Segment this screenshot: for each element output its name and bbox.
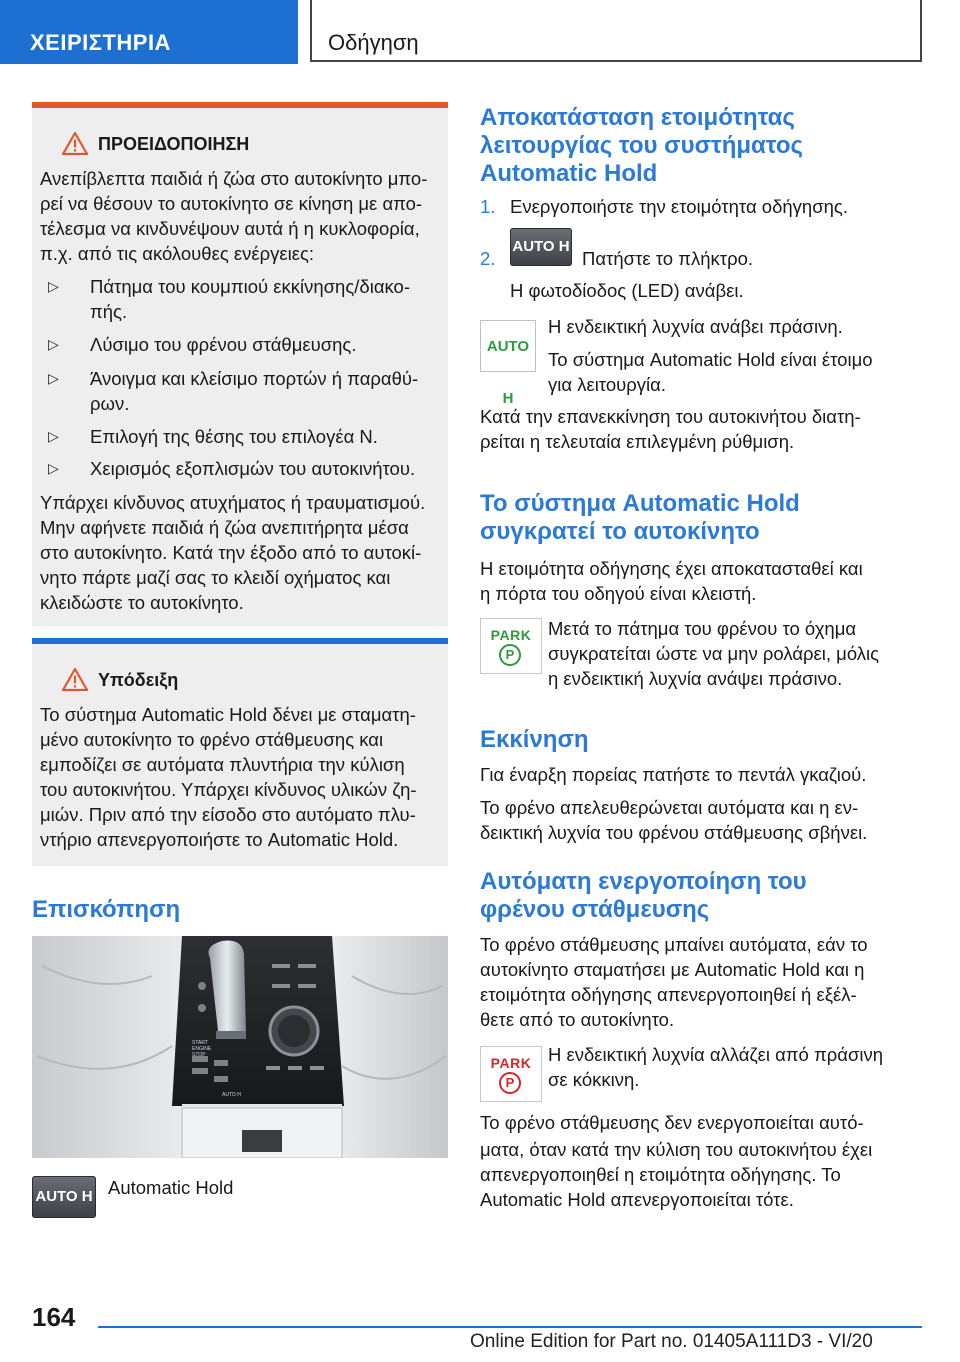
park-red-indicator-icon: [480, 1046, 542, 1102]
bullet-text: πής.: [90, 301, 128, 322]
bullet-marker: ▷: [48, 460, 59, 476]
step-text: Ενεργοποιήστε την ετοιμότητα οδήγησης.: [510, 196, 848, 217]
bullet-text: Χειρισμός εξοπλισμών του αυτοκινήτου.: [90, 458, 416, 479]
photo-start-label: START: [192, 1040, 208, 1046]
bullet-text: Άνοιγμα και κλείσιμο πορτών ή παραθύ-: [90, 368, 419, 389]
indicator-line: Το σύστημα Automatic Hold είναι έτοιμο: [548, 349, 873, 370]
bullet-marker: ▷: [48, 278, 59, 294]
restore-heading-line: λειτουργίας του συστήματος: [480, 132, 803, 159]
step-sub-text: Η φωτοδίοδος (LED) ανάβει.: [510, 280, 744, 301]
holds-icon-line: Μετά το πάτημα του φρένου το όχημα: [548, 618, 857, 639]
start-line: Για έναρξη πορείας πατήστε το πεντάλ γκαζιού.: [480, 764, 867, 785]
auto-park-line: Το φρένο στάθμευσης μπαίνει αυτόματα, εάν το: [480, 934, 868, 955]
auto-park-heading-line: Αυτόματη ενεργοποίηση του: [480, 868, 807, 895]
bullet-text: ρων.: [90, 393, 130, 414]
indicator-line: Η ενδεικτική λυχνία ανάβει πράσινη.: [548, 316, 843, 337]
park-letter: P: [499, 644, 521, 666]
header-chapter-box: [310, 0, 922, 62]
note-line: του αυτοκινήτου. Υπάρχει κίνδυνος υλικών ζη-: [40, 779, 417, 800]
warning-after-line: στο αυτοκίνητο. Κατά την έξοδο από το αυτοκί-: [40, 542, 422, 563]
warning-line: π.χ. από τις ακόλουθες ενέργειες:: [40, 243, 315, 264]
auto-park-after-line: Το φρένο στάθμευσης δεν ενεργοποιείται αυτό-: [480, 1112, 864, 1133]
bullet-text: Λύσιμο του φρένου στάθμευσης.: [90, 334, 357, 355]
warning-after-line: κλειδώστε το αυτοκίνητο.: [40, 592, 244, 613]
note-line: μένο αυτοκίνητο το φρένο στάθμευσης και: [40, 729, 384, 750]
footer-edition: Online Edition for Part no. 01405A111D3 - VI/20: [470, 1331, 873, 1352]
holds-line: η πόρτα του οδηγού είναι κλειστή.: [480, 583, 757, 604]
header-section-tab: [0, 0, 298, 64]
start-line: δεικτική λυχνία του φρένου στάθμευσης σβήνει.: [480, 822, 868, 843]
note-line: Το σύστημα Automatic Hold δένει με σταματη-: [40, 704, 416, 725]
overview-heading: Επισκόπηση: [32, 896, 181, 923]
warning-line: ρεί να θέσουν το αυτοκίνητο σε κίνηση με απο-: [40, 193, 423, 214]
restore-after-line: ρείται η τελευταία επιλεγμένη ρύθμιση.: [480, 431, 795, 452]
note-line: εμποδίζει σε αυτόματα πλυντήρια την κύλιση: [40, 754, 405, 775]
auto-h-button-icon: AUTO H: [32, 1176, 96, 1218]
bullet-text: Πάτημα του κουμπιού εκκίνησης/διακο-: [90, 276, 410, 297]
footer-divider: [98, 1326, 922, 1328]
auto-park-after-line: απενεργοποιηθεί η ετοιμότητα οδήγησης. Το: [480, 1164, 841, 1185]
caution-triangle-icon: [62, 668, 88, 691]
holds-heading-line: συγκρατεί το αυτοκίνητο: [480, 518, 760, 545]
auto-park-icon-line: Η ενδεικτική λυχνία αλλάζει από πράσινη: [548, 1044, 884, 1065]
holds-line: Η ετοιμότητα οδήγησης έχει αποκατασταθεί και: [480, 558, 863, 579]
auto-park-after-line: Automatic Hold απενεργοποιείται τότε.: [480, 1189, 794, 1210]
step-number: 2.: [480, 248, 496, 269]
header-section-label: ΧΕΙΡΙΣΤΗΡΙΑ: [30, 30, 171, 55]
warning-after-line: Υπάρχει κίνδυνος ατυχήματος ή τραυματισμού.: [40, 492, 426, 513]
photo-engine-label: ENGINE: [192, 1046, 212, 1052]
park-green-indicator-icon: [480, 618, 542, 674]
bullet-marker: ▷: [48, 428, 59, 444]
page-number: 164: [32, 1302, 76, 1332]
auto-park-icon-line: σε κόκκινη.: [548, 1069, 640, 1090]
overview-caption: Automatic Hold: [108, 1177, 234, 1198]
warning-after-line: Μην αφήνετε παιδιά ή ζώα ανεπιτήρητα μέσα: [40, 517, 409, 538]
park-word: PARK: [490, 1055, 532, 1071]
auto-park-line: ετοιμότητα οδήγησης απενεργοποιηθεί ή εξέλ-: [480, 984, 857, 1005]
park-word: PARK: [490, 627, 532, 643]
start-heading: Εκκίνηση: [480, 726, 589, 753]
warning-triangle-icon: [62, 132, 88, 155]
auto-park-after-line: ματα, όταν κατά την κύλιση του αυτοκινήτου έχει: [480, 1139, 873, 1160]
photo-stop-label: STOP: [192, 1052, 206, 1058]
auto-h-indicator-icon: AUTO H: [480, 320, 536, 372]
note-title: Υπόδειξη: [98, 670, 179, 690]
start-line: Το φρένο απελευθερώνεται αυτόματα και η εν-: [480, 797, 859, 818]
note-box: [32, 638, 448, 866]
auto-park-heading-line: φρένου στάθμευσης: [480, 896, 710, 923]
auto-park-line: αυτοκίνητο σταματήσει με Automatic Hold και η: [480, 959, 865, 980]
park-letter: P: [499, 1072, 521, 1094]
note-line: μιών. Πριν από την είσοδο στο αυτόματο πλυ-: [40, 804, 416, 825]
holds-heading-line: Το σύστημα Automatic Hold: [480, 490, 800, 517]
warning-box: [32, 102, 448, 626]
warning-after-line: νητο πάρτε μαζί σας το κλειδί οχήματος και: [40, 567, 391, 588]
bullet-marker: ▷: [48, 336, 59, 352]
bullet-marker: ▷: [48, 370, 59, 386]
bullet-text: Επιλογή της θέσης του επιλογέα N.: [90, 426, 378, 447]
restore-heading-line: Αποκατάσταση ετοιμότητας: [480, 104, 795, 131]
holds-icon-line: η ενδεικτική λυχνία ανάψει πράσινο.: [548, 668, 843, 689]
restore-after-line: Κατά την επανεκκίνηση του αυτοκινήτου διατη-: [480, 406, 861, 427]
step-number: 1.: [480, 196, 496, 217]
warning-title: ΠΡΟΕΙΔΟΠΟΙΗΣΗ: [98, 134, 250, 154]
indicator-line: για λειτουργία.: [548, 374, 666, 395]
header-chapter-label: Οδήγηση: [328, 30, 419, 55]
auto-h-key-icon: AUTO H: [510, 228, 572, 266]
holds-icon-line: συγκρατείται ώστε να μην ρολάρει, μόλις: [548, 643, 880, 664]
restore-heading-line: Automatic Hold: [480, 160, 658, 187]
auto-park-line: θετε από το αυτοκίνητο.: [480, 1009, 675, 1030]
note-line: ντήριο απενεργοποιήστε το Automatic Hold.: [40, 829, 399, 850]
step-text: Πατήστε το πλήκτρο.: [582, 248, 754, 269]
photo-auto-h-label: AUTO H: [222, 1092, 241, 1098]
center-console-photo: [32, 936, 448, 1158]
warning-line: τέλεσμα να κινδυνέψουν αυτά ή η κυκλοφορία,: [40, 218, 420, 239]
warning-line: Ανεπίβλεπτα παιδιά ή ζώα στο αυτοκίνητο μπο-: [40, 168, 428, 189]
